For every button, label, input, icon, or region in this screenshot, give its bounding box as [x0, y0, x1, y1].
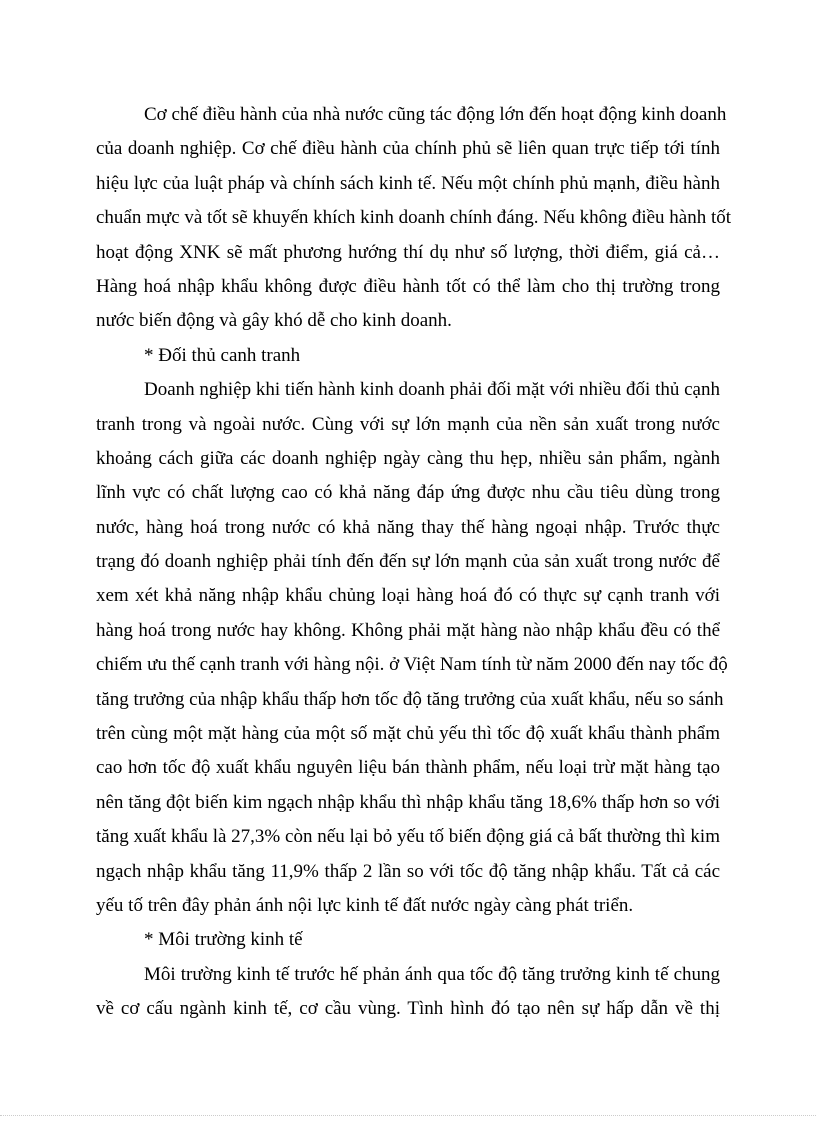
- text-line: tranh trong và ngoài nước. Cùng với sự lớn mạnh của nền sản xuất trong nước: [96, 413, 720, 435]
- text-line: Doanh nghiệp khi tiến hành kinh doanh phải đối mặt với nhiều đối thủ cạnh: [144, 379, 720, 401]
- text-line: tăng xuất khẩu là 27,3% còn nếu lại bỏ yếu tố biến động giá cả bất thường thì kim: [96, 826, 720, 848]
- text-line: xem xét khả năng nhập khẩu chủng loại hàng hoá đó có thực sự cạnh tranh với: [96, 585, 720, 607]
- text-line: hàng hoá trong nước hay không. Không phải mặt hàng nào nhập khẩu đều có thể: [96, 619, 720, 641]
- text-line: nước biến động và gây khó dễ cho kinh doanh.: [96, 310, 452, 332]
- text-line: lĩnh vực có chất lượng cao có khả năng đáp ứng được nhu cầu tiêu dùng trong: [96, 482, 720, 504]
- text-line: hiệu lực của luật pháp và chính sách kinh tế. Nếu một chính phủ mạnh, điều hành: [96, 172, 720, 194]
- text-line: của doanh nghiệp. Cơ chế điều hành của chính phủ sẽ liên quan trực tiếp tới tính: [96, 138, 720, 160]
- paragraph-government-mechanism: [96, 98, 732, 339]
- section-heading-economic-environment: * Môi trường kinh tế: [144, 929, 303, 951]
- text-line: nên tăng đột biến kim ngạch nhập khẩu thì nhập khẩu tăng 18,6% thấp hơn so với: [96, 791, 720, 813]
- text-line: khoảng cách giữa các doanh nghiệp ngày càng thu hẹp, nhiều sản phẩm, ngành: [96, 447, 720, 469]
- page-bottom-divider: [0, 1115, 816, 1116]
- text-line: chuẩn mực và tốt sẽ khuyến khích kinh doanh chính đáng. Nếu không điều hành tốt: [96, 207, 732, 229]
- text-line: nước, hàng hoá trong nước có khả năng thay thế hàng ngoại nhập. Trước thực: [96, 516, 720, 538]
- document-body: [96, 98, 732, 1027]
- text-line: cao hơn tốc độ xuất khẩu nguyên liệu bán thành phẩm, nếu loại trừ mặt hàng tạo: [96, 757, 720, 779]
- text-line: về cơ cấu ngành kinh tế, cơ cầu vùng. Tình hình đó tạo nên sự hấp dẫn về thị: [96, 998, 720, 1020]
- section-heading-competitors: * Đối thủ canh tranh: [144, 344, 301, 366]
- text-line: ngạch nhập khẩu tăng 11,9% thấp 2 lần so với tốc độ tăng nhập khẩu. Tất cả các: [96, 860, 720, 882]
- text-line: Hàng hoá nhập khẩu không được điều hành tốt có thể làm cho thị trường trong: [96, 275, 720, 297]
- text-line: chiếm ưu thế cạnh tranh với hàng nội. ở Việt Nam tính từ năm 2000 đến nay tốc độ: [96, 654, 728, 676]
- text-line: tăng trưởng của nhập khẩu thấp hơn tốc độ tăng trưởng của xuất khẩu, nếu so sánh: [96, 688, 724, 710]
- text-line: trạng đó doanh nghiệp phải tính đến đến sự lớn mạnh của sản xuất trong nước để: [96, 551, 720, 573]
- text-line: yếu tố trên đây phản ánh nội lực kinh tế đất nước ngày càng phát triển.: [96, 894, 634, 916]
- text-line: trên cùng một mặt hàng của một số mặt chủ yếu thì tốc độ xuất khẩu thành phẩm: [96, 723, 720, 745]
- text-line: hoạt động XNK sẽ mất phương hướng thí dụ như số lượng, thời điểm, giá cả…: [96, 241, 720, 263]
- paragraph-competitors: [96, 373, 728, 923]
- text-line: Môi trường kinh tế trước hế phản ánh qua tốc độ tăng trưởng kinh tế chung: [144, 963, 720, 985]
- paragraph-economic-environment: [96, 958, 720, 1027]
- text-line: Cơ chế điều hành của nhà nước cũng tác động lớn đến hoạt động kinh doanh: [144, 104, 727, 125]
